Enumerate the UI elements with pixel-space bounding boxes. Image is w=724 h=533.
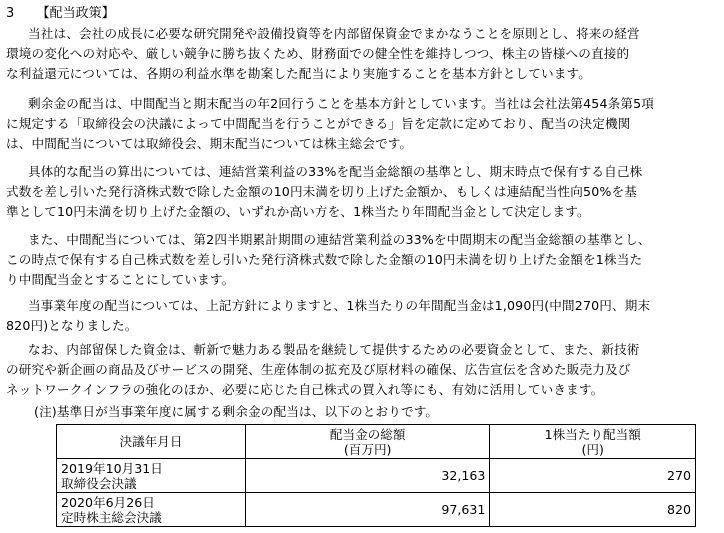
header-resolution-date: 決議年月日 xyxy=(57,425,246,459)
paragraph-line: 当事業年度の配当については、上記方針によりますと、1株当たりの年間配当金は1,090円(中間270円、期末 xyxy=(28,298,651,313)
paragraph-line: の研究や新企画の商品及びサービスの開発、生産体制の拡充及び原材料の確保、広告宣伝を含めた販売力及び xyxy=(6,362,631,377)
paragraph-line: 具体的な配当の算出については、連結営業利益の33%を配当金総額の基準とし、期末時点で保有する自己株 xyxy=(28,164,643,179)
resolution-cell: 2019年10月31日 取締役会決議 xyxy=(57,459,246,493)
paragraph-line: に規定する「取締役会の決議によって中間配当を行うことができる」旨を定款に定めており、配当の決定機関 xyxy=(6,116,631,131)
section-number: 3 xyxy=(6,6,15,21)
total-dividend-cell: 97,631 xyxy=(245,493,490,527)
resolution-cell: 2020年6月26日 定時株主総会決議 xyxy=(57,493,246,527)
section-title: 【配当政策】 xyxy=(36,6,115,21)
paragraph-line: なお、内部留保した資金は、斬新で魅力ある製品を継続して提供するための必要資金として、また、新技術 xyxy=(28,342,640,357)
per-share-cell: 820 xyxy=(490,493,696,527)
paragraph-line: 環境の変化への対応や、厳しい競争に勝ち抜くため、財務面での健全性を維持しつつ、株主の皆様への直接的 xyxy=(6,46,630,61)
paragraph-line: 当社は、会社の成長に必要な研究開発や設備投資等を内部留保資金でまかなうことを原則とし、将来の経営 xyxy=(28,26,640,41)
table-row xyxy=(57,493,696,527)
per-share-cell: 270 xyxy=(490,459,696,493)
paragraph-line: 820円)となりました。 xyxy=(6,318,138,333)
paragraph-line: 準として10円未満を切り上げた金額の、いずれか高い方を、1株当たり年間配当金として決定します。 xyxy=(6,204,590,219)
paragraph-line: な利益還元については、各期の利益水準を勘案した配当により実施することを基本方針としています。 xyxy=(6,66,591,81)
paragraph-line: は、中間配当については取締役会、期末配当については株主総会です。 xyxy=(6,136,413,151)
paragraph-line: また、中間配当については、第2四半期累計期間の連結営業利益の33%を中間期末の配当金総額の基準とし、 xyxy=(28,232,651,247)
section-heading xyxy=(6,4,115,24)
dividend-table xyxy=(56,424,696,527)
paragraph-line: この時点で保有する自己株式数を差し引いた発行済株式数で除した金額の10円未満を切り上げた金額を1株当た xyxy=(6,252,643,267)
paragraph-line: 式数を差し引いた発行済株式数で除した金額の10円未満を切り上げた金額か、もしくは連結配当性向50%を基 xyxy=(6,184,637,199)
table-note: (注)基準日が当事業年度に属する剰余金の配当は、以下のとおりです。 xyxy=(34,404,439,419)
header-per-share-dividend: 1株当たり配当額 (円) xyxy=(490,425,696,459)
paragraph-line: ネットワークインフラの強化のほか、必要に応じた自己株式の買入れ等にも、有効に活用していきます。 xyxy=(6,382,604,397)
table-header-row xyxy=(57,425,696,459)
table-row xyxy=(57,459,696,493)
paragraph-line: 剰余金の配当は、中間配当と期末配当の年2回行うことを基本方針としています。当社は会社法第454条第5項 xyxy=(28,96,655,111)
paragraph-line: り中間配当金とすることにしています。 xyxy=(6,272,235,287)
header-total-dividend: 配当金の総額 (百万円) xyxy=(245,425,490,459)
total-dividend-cell: 32,163 xyxy=(245,459,490,493)
